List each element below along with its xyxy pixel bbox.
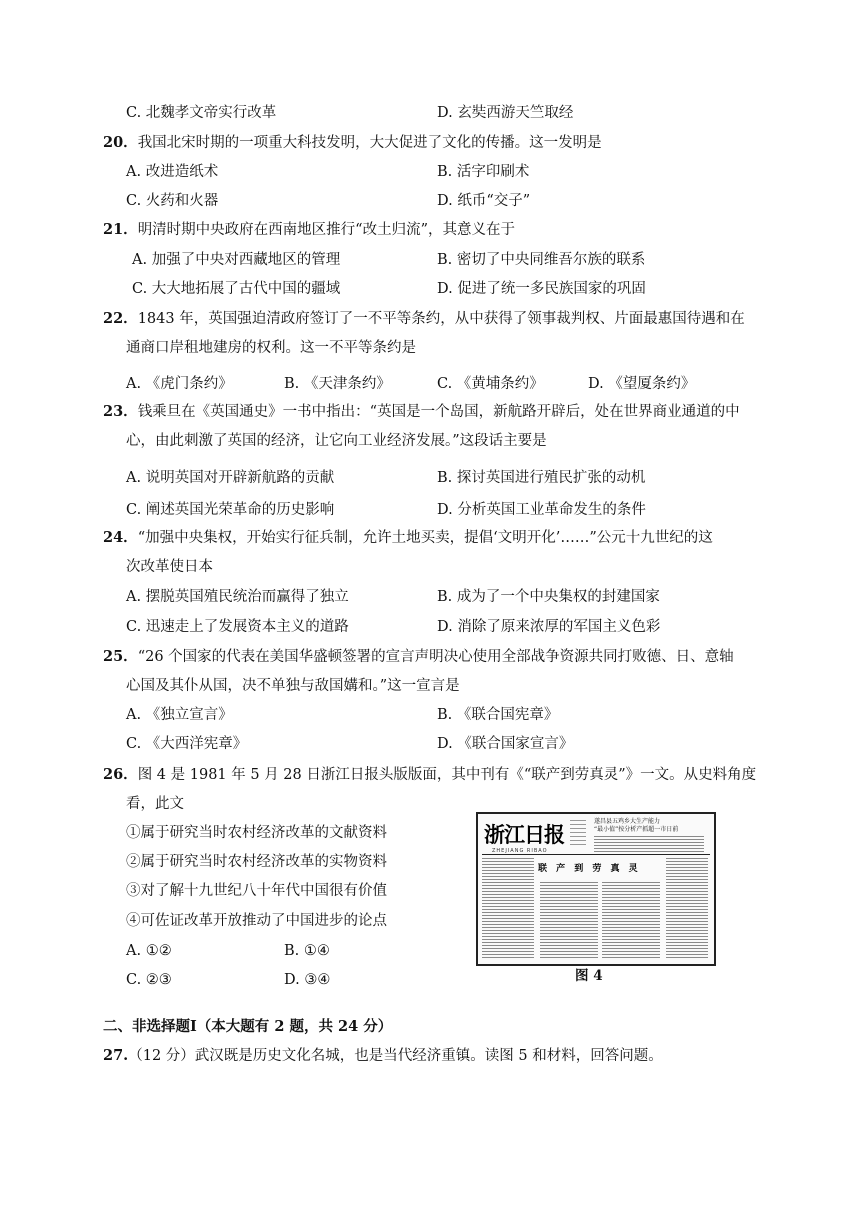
q24-number: 24． [103, 529, 138, 546]
q19-option-c: C. 北魏孝文帝实行改革 [126, 105, 277, 121]
q23-stem-line1 [103, 402, 740, 422]
q27-stem [103, 1046, 663, 1066]
q21-option-a: A. 加强了中央对西藏地区的管理 [132, 252, 341, 268]
q23-option-d: D. 分析英国工业革命发生的条件 [437, 502, 646, 518]
q21-stem [103, 220, 515, 240]
q25-stem-line2: 心国及其仆从国，决不单独与敌国媾和。”这一宣言是 [126, 678, 460, 694]
q26-stem-line1 [103, 765, 756, 785]
q22-option-b: B. 《天津条约》 [284, 376, 391, 392]
q20-text: 我国北宋时期的一项重大科技发明，大大促进了文化的传播。这一发明是 [137, 135, 602, 151]
q26-number: 26． [103, 766, 138, 783]
newspaper-date-block [570, 820, 586, 848]
q21-text: 明清时期中央政府在西南地区推行“改土归流”，其意义在于 [137, 222, 516, 238]
q22-option-d: D. 《望厦条约》 [588, 376, 696, 392]
q20-option-a: A. 改进造纸术 [126, 164, 219, 180]
q21-option-c: C. 大大地拓展了古代中国的疆域 [132, 281, 341, 297]
q25-option-b: B. 《联合国宪章》 [437, 707, 559, 723]
q23-number: 23． [103, 403, 138, 420]
q23-stem-line2: 心，由此刺激了英国的经济，让它向工业经济发展。”这段话主要是 [126, 433, 547, 449]
q26-option-d: D. ③④ [284, 972, 331, 988]
newspaper-header-right [594, 818, 704, 852]
q23-option-b: B. 探讨英国进行殖民扩张的动机 [437, 470, 646, 486]
q26-item-4: ④可佐证改革开放推动了中国进步的论点 [126, 913, 387, 929]
q27-text: （12 分）武汉既是历史文化名城，也是当代经济重镇。读图 5 和材料，回答问题。 [128, 1048, 663, 1064]
q26-option-a: A. ①② [126, 943, 172, 959]
q26-item-3: ③对了解十九世纪八十年代中国很有价值 [126, 883, 387, 899]
newspaper-figure [476, 812, 716, 966]
newspaper-header-text [594, 836, 704, 852]
q24-text-1: “加强中央集权，开始实行征兵制，允许土地买卖，提倡‘文明开化’……”公元十九世纪的这 [137, 530, 713, 546]
q20-option-d: D. 纸币“交子” [437, 193, 531, 209]
newspaper-column-left [482, 858, 534, 958]
q22-stem-line1 [103, 309, 745, 329]
q24-option-a: A. 摆脱英国殖民统治而赢得了独立 [126, 589, 349, 605]
q19-option-d: D. 玄奘西游天竺取经 [437, 105, 574, 121]
q26-item-2: ②属于研究当时农村经济改革的实物资料 [126, 854, 387, 870]
q20-stem [103, 133, 602, 153]
q25-option-c: C. 《大西洋宪章》 [126, 736, 248, 752]
q21-option-d: D. 促进了统一多民族国家的巩固 [437, 281, 646, 297]
q21-option-b: B. 密切了中央同维吾尔族的联系 [437, 252, 646, 268]
q20-number: 20． [103, 134, 138, 151]
q24-stem-line1 [103, 528, 713, 548]
figure-caption: 图 4 [575, 968, 603, 984]
q27-number: 27. [103, 1047, 129, 1064]
newspaper-masthead-en: ZHEJIANG RIBAO [492, 848, 548, 854]
newspaper-masthead: 浙江日报 [484, 823, 564, 847]
newspaper-rule-top [482, 854, 710, 855]
q24-option-c: C. 迅速走上了发展资本主义的道路 [126, 619, 349, 635]
newspaper-header-line-2: “最小值”按分析产抓超一市日前 [594, 826, 679, 833]
q25-text-1: “26 个国家的代表在美国华盛顿签署的宣言声明决心使用全部战争资源共同打败德、日、意轴 [137, 649, 734, 665]
newspaper-header-line-1: 遂昌县五鸡乡大生产能力 [594, 818, 661, 825]
q23-option-a: A. 说明英国对开辟新航路的贡献 [126, 470, 335, 486]
q25-option-a: A. 《独立宣言》 [126, 707, 233, 723]
newspaper-column-3 [602, 882, 660, 958]
q25-stem-line1 [103, 647, 734, 667]
newspaper-headline: 联 产 到 劳 真 灵 [538, 864, 641, 874]
q26-text-1: 图 4 是 1981 年 5 月 28 日浙江日报头版版面，其中刊有《“联产到劳真灵”》一文。从史料角度 [137, 767, 757, 783]
q24-option-b: B. 成为了一个中央集权的封建国家 [437, 589, 660, 605]
q20-option-c: C. 火药和火器 [126, 193, 219, 209]
q20-option-b: B. 活字印刷术 [437, 164, 530, 180]
q26-option-b: B. ①④ [284, 943, 330, 959]
q23-option-c: C. 阐述英国光荣革命的历史影响 [126, 502, 335, 518]
q22-option-c: C. 《黄埔条约》 [437, 376, 544, 392]
q25-option-d: D. 《联合国家宣言》 [437, 736, 574, 752]
section-2-title: 二、非选择题Ⅰ（本大题有 2 题，共 24 分） [103, 1018, 393, 1035]
q26-option-c: C. ②③ [126, 972, 172, 988]
q22-stem-line2: 通商口岸租地建房的权利。这一不平等条约是 [126, 340, 416, 356]
q24-stem-line2: 次改革使日本 [126, 559, 213, 575]
newspaper-column-2 [540, 882, 598, 958]
q23-text-1: 钱乘旦在《英国通史》一书中指出：“英国是一个岛国，新航路开辟后，处在世界商业通道的中 [137, 404, 740, 420]
q22-text-1: 1843 年，英国强迫清政府签订了一不平等条约，从中获得了领事裁判权、片面最惠国待遇和在 [137, 311, 745, 327]
q22-number: 22． [103, 310, 138, 327]
newspaper-column-right [666, 858, 708, 958]
q26-stem-line2: 看，此文 [126, 796, 184, 812]
q21-number: 21． [103, 221, 138, 238]
q24-option-d: D. 消除了原来浓厚的军国主义色彩 [437, 619, 661, 635]
q26-item-1: ①属于研究当时农村经济改革的文献资料 [126, 825, 387, 841]
q22-option-a: A. 《虎门条约》 [126, 376, 233, 392]
q25-number: 25． [103, 648, 138, 665]
